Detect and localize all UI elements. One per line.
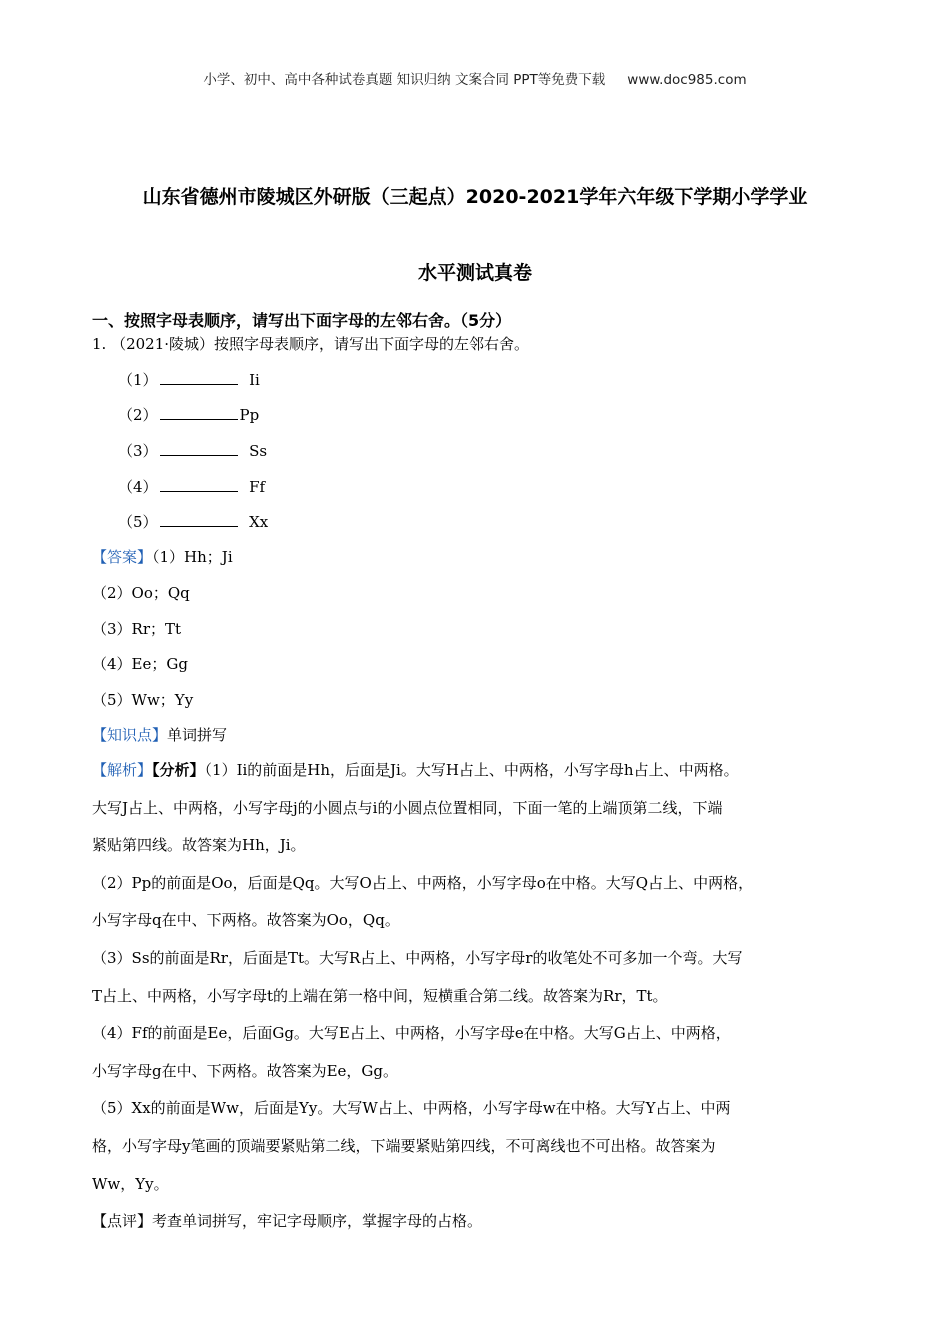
item-number: （5） xyxy=(118,513,158,531)
item-letter: Ii xyxy=(249,371,260,389)
answer-item: （5）Ww；Yy xyxy=(92,691,194,709)
question-stem: 1. （2021·陵城）按照字母表顺序，请写出下面字母的左邻右舍。 xyxy=(92,335,530,353)
comment-tag: 【点评】 xyxy=(92,1212,153,1231)
header-site-link[interactable]: www.doc985.com xyxy=(627,72,747,88)
answer-item: （1）Hh；Ji xyxy=(152,548,233,566)
page-title-line1: 山东省德州市陵城区外研版（三起点）2020-2021学年六年级下学期小学学业 xyxy=(142,186,808,208)
analysis-line: T占上、中两格，小写字母t的上端在第一格中间，短横重合第二线。故答案为Rr，Tt。 xyxy=(92,986,668,1005)
knowledge-text: 单词拼写 xyxy=(167,726,228,744)
item-number: （4） xyxy=(118,478,158,496)
analysis-line: 格，小写字母y笔画的顶端要紧贴第二线，下端要紧贴第四线，不可离线也不可出格。故答案为 xyxy=(92,1136,716,1155)
analysis-line: 小写字母q在中、下两格。故答案为Oo，Qq。 xyxy=(92,911,400,930)
analysis-line: 紧贴第四线。故答案为Hh，Ji。 xyxy=(92,836,306,855)
analysis-tag: 【解析】 xyxy=(92,761,153,779)
page-header xyxy=(0,68,950,88)
item-letter: Ss xyxy=(249,442,268,460)
analysis-line: 小写字母g在中、下两格。故答案为Ee，Gg。 xyxy=(92,1061,399,1080)
answer-tag: 【答案】 xyxy=(92,548,153,566)
section-heading: 一、按照字母表顺序，请写出下面字母的左邻右舍。（5分） xyxy=(92,311,512,330)
question-item xyxy=(118,512,268,532)
answer-blank xyxy=(160,370,238,385)
answer-blank xyxy=(160,441,238,456)
answer-item: （3）Rr；Tt xyxy=(92,620,182,638)
analysis-text: （1）Ii的前面是Hh，后面是Ji。大写H占上、中两格，小写字母h占上、中两格。 xyxy=(204,761,739,779)
answer-blank xyxy=(160,512,238,527)
answer-blank xyxy=(160,405,238,420)
analysis-line: 大写J占上、中两格，小写字母j的小圆点与i的小圆点位置相同，下面一笔的上端顶第二线，下端 xyxy=(92,798,723,817)
analysis-subtag: 【分析】 xyxy=(152,761,205,779)
answer-item: （2）Oo；Qq xyxy=(92,584,190,602)
item-number: （2） xyxy=(118,406,158,424)
knowledge-line xyxy=(92,725,227,745)
item-number: （1） xyxy=(118,371,158,389)
question-item xyxy=(118,441,267,461)
item-number: （3） xyxy=(118,442,158,460)
comment-line xyxy=(92,1203,872,1241)
analysis-line: Ww，Yy。 xyxy=(92,1174,169,1193)
knowledge-tag: 【知识点】 xyxy=(92,726,168,744)
item-letter: Pp xyxy=(239,406,260,424)
comment-text: 考查单词拼写，牢记字母顺序，掌握字母的占格。 xyxy=(152,1212,483,1231)
analysis-line: （3）Ss的前面是Rr，后面是Tt。大写R占上、中两格，小写字母r的收笔处不可多加一个弯。大写 xyxy=(92,948,743,967)
question-item xyxy=(118,405,259,425)
analysis-line: （2）Pp的前面是Oo，后面是Qq。大写O占上、中两格，小写字母o在中格。大写Q占上、中两格， xyxy=(92,873,754,892)
item-letter: Ff xyxy=(249,478,266,496)
header-text: 小学、初中、高中各种试卷真题 知识归纳 文案合同 PPT等免费下载 xyxy=(203,72,606,88)
page-title-line2: 水平测试真卷 xyxy=(417,262,532,284)
analysis-block xyxy=(92,752,872,1241)
question-item xyxy=(118,477,265,497)
answer-blank xyxy=(160,477,238,492)
item-letter: Xx xyxy=(249,513,269,531)
analysis-line: （5）Xx的前面是Ww，后面是Yy。大写W占上、中两格，小写字母w在中格。大写Y占上、中两 xyxy=(92,1099,731,1118)
answer-item: （4）Ee；Gg xyxy=(92,655,188,673)
analysis-line: （4）Ff的前面是Ee，后面Gg。大写E占上、中两格，小写字母e在中格。大写G占上、中两格， xyxy=(92,1024,731,1043)
answer-line xyxy=(92,547,233,567)
question-item xyxy=(118,370,260,390)
analysis-line xyxy=(92,752,872,790)
